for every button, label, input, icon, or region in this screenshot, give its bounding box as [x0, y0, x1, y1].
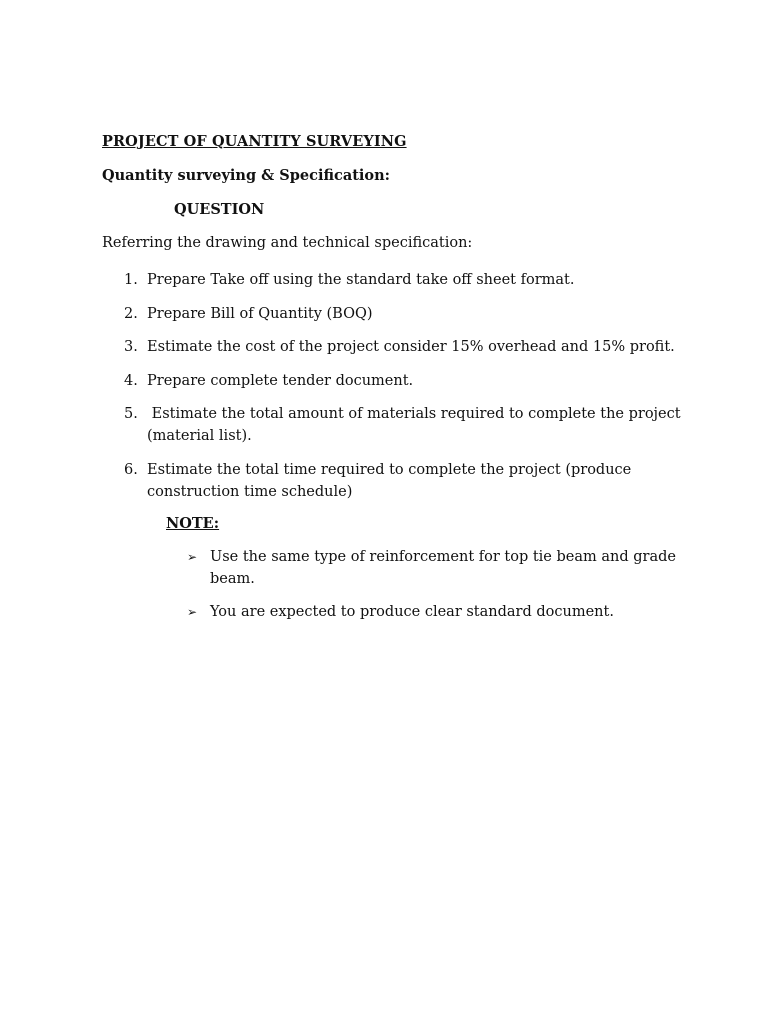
arrow-bullet-icon: ➢ [187, 550, 198, 564]
document-title: PROJECT OF QUANTITY SURVEYING [102, 133, 407, 150]
list-item-number: 1. [124, 272, 138, 288]
question-heading: QUESTION [174, 201, 265, 218]
document-subtitle: Quantity surveying & Specification: [102, 167, 390, 184]
note-item-text: Use the same type of reinforcement for top tie beam and grade beam. [210, 549, 676, 587]
list-item [124, 303, 694, 325]
note-item-text: You are expected to produce clear standard document. [210, 604, 614, 620]
list-item-text: Estimate the total amount of materials required to complete the project (material list). [147, 406, 686, 444]
list-item [124, 403, 694, 447]
intro-text: Referring the drawing and technical specification: [102, 235, 473, 251]
note-item [187, 601, 687, 623]
list-item [124, 370, 694, 392]
list-item-number: 6. [124, 461, 138, 478]
list-item-text: Estimate the total time required to complete the project (produce construction time schedule) [147, 461, 632, 500]
list-item-text: Prepare complete tender document. [147, 372, 414, 389]
list-item [124, 269, 694, 291]
note-item [187, 546, 687, 590]
list-item-text: Estimate the cost of the project consider 15% overhead and 15% profit. [147, 339, 675, 355]
list-item-text: Prepare Take off using the standard take off sheet format. [147, 272, 575, 288]
note-heading: NOTE: [166, 515, 220, 532]
task-list [124, 269, 694, 514]
note-list [187, 546, 687, 634]
list-item-number: 4. [124, 372, 138, 389]
list-item [124, 336, 694, 358]
arrow-bullet-icon: ➢ [187, 605, 198, 619]
list-item-text: Prepare Bill of Quantity (BOQ) [147, 305, 373, 322]
list-item-number: 5. [124, 406, 138, 422]
list-item-number: 2. [124, 305, 138, 322]
list-item [124, 459, 694, 503]
list-item-number: 3. [124, 339, 138, 355]
